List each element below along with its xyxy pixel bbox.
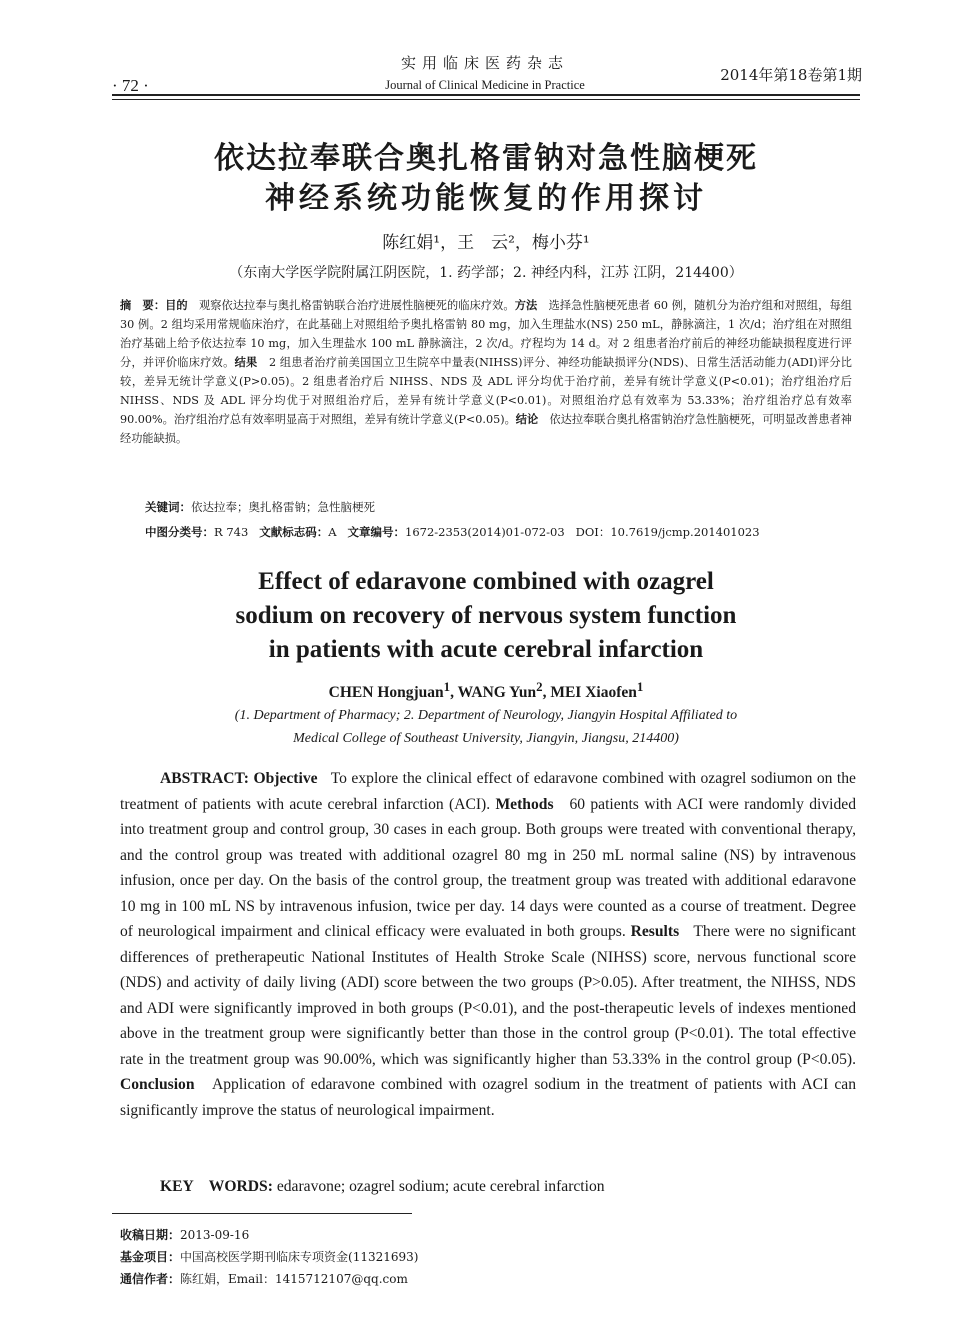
results-en: There were no significant differences of pretherapeutic National Institutes of Health Stroke Scale (NIHSS) score, nervous functional score (NDS) and activity of daily living (ADI) score between the two groups (P>0.05). After treatment, the NIHSS, NDS and ADI were significantly improved in both groups (P<0.01), and the post-therapeutic levels of indexes mentioned above in the treatment group were significantly better than those in the control group (P<0.01). The total effective rate in the treatment group was 90.00%, which was significantly higher than 53.33% in the control group (P<0.05). [120, 923, 856, 1068]
affiliation-en-line1: (1. Department of Pharmacy; 2. Department of Neurology, Jiangyin Hospital Affiliated to [234, 708, 738, 723]
author-1: CHEN Hongjuan [328, 684, 444, 702]
affiliation-cn: （东南大学医学院附属江阴医院，1. 药学部；2. 神经内科，江苏 江阴，214400） [229, 265, 743, 281]
doi-value: 10.7619/jcmp.201401023 [610, 525, 760, 539]
classification-cn [145, 524, 760, 540]
author-1-affil: 1 [443, 679, 451, 694]
methods-cn-label: 方法 [514, 299, 538, 312]
abstract-cn-label: 摘 要： [120, 299, 166, 312]
keywords-cn-label: 关键词： [145, 500, 191, 514]
keywords-en [160, 1174, 605, 1196]
footnote-correspondence [120, 1270, 408, 1287]
received-label: 收稿日期： [120, 1228, 181, 1242]
authors-cn: 陈红娟¹，王 云²，梅小芬¹ [382, 233, 590, 253]
results-en-label: Results [630, 923, 680, 940]
keywords-en-text: edaravone; ozagrel sodium; acute cerebral infarction [276, 1178, 605, 1195]
corr-label: 通信作者： [120, 1272, 181, 1286]
header-rule-thin [112, 99, 860, 100]
abstract-en-label: ABSTRACT: [160, 770, 249, 787]
title-en-line2: sodium on recovery of nervous system function [235, 602, 737, 629]
author-2: WANG Yun [457, 684, 537, 702]
objective-en-label: Objective [253, 770, 318, 787]
title-cn-line2: 神经系统功能恢复的作用探讨 [265, 181, 707, 216]
fund-text: 中国高校医学期刊临床专项资金(11321693) [180, 1250, 419, 1264]
authors-en: CHEN Hongjuan$^1$, WANG Yun$^2$, MEI Xiaofen$^1$ [328, 679, 644, 702]
conclusion-en-label: Conclusion [120, 1076, 195, 1093]
footnote-rule [112, 1213, 412, 1214]
keywords-cn-text: 依达拉奉；奥扎格雷钠；急性脑梗死 [191, 500, 375, 514]
methods-en: 60 patients with ACI were randomly divided into treatment group and control group, 30 cases in each group. Both groups were treated with conventional therapy, and the control group was treated with additional ozagrel 80 mg in 250 mL normal saline (NS) by intravenous infusion, once per day. On the basis of the control group, the treatment group was treated with additional edaravone 10 mg in 100 mL NS by intravenous infusion, twice per day. 14 days were counted as a course of treatment. Degree of neurological impairment and clinical efficacy were evaluated in both groups. [120, 795, 856, 940]
journal-name-cn: 实用临床医药杂志 [400, 54, 569, 72]
methods-cn: 选择急性脑梗死患者 60 例，随机分为治疗组和对照组，每组 30 例。2 组均采用常规临床治疗，在此基础上对照组给予奥扎格雷钠 80 mg，加入生理盐水(NS) 250 mL，静脉滴注，1 次/d；治疗组在对照组治疗基础上给予依达拉奉 10 mg，加入生理盐水 100 mL 静脉滴注，2 次/d。疗程均为 14 d。对 2 组患者治疗前后的神经功能缺损程度进行评分，并评价临床疗效。 [120, 299, 852, 369]
journal-name-en: Journal of Clinical Medicine in Practice [385, 78, 585, 92]
doi-label: DOI： [575, 525, 611, 539]
header-rule-thick [112, 94, 860, 96]
objective-cn-label: 目的 [165, 299, 188, 312]
conclusion-cn: 依达拉奉联合奥扎格雷钠治疗急性脑梗死，可明显改善患者神经功能缺损。 [120, 413, 852, 445]
corr-text: 陈红娟，Email：1415712107@qq.com [180, 1272, 408, 1286]
conclusion-cn-label: 结论 [515, 413, 539, 426]
doc-code-value: A [328, 525, 337, 539]
title-en-line1: Effect of edaravone combined with ozagrel [258, 568, 714, 595]
author-3: MEI Xiaofen [550, 684, 637, 702]
methods-en-label: Methods [495, 795, 554, 813]
clc-label: 中图分类号： [145, 525, 214, 539]
results-cn: 2 组患者治疗前美国国立卫生院卒中量表(NIHSS)评分、神经功能缺损评分(NDS)、日常生活活动能力(ADI)评分比较，差异无统计学意义(P>0.05)。2 组患者治疗后 NIHSS、NDS 及 ADL 评分均优于治疗前，差异有统计学意义(P<0.01)；治疗组治疗后 NIHSS、NDS 及 ADL 评分均优于对照组治疗后，差异有统计学意义(P<0.01)。对照组治疗总有效率为 53.33%；治疗组治疗总有效率 90.00%。治疗组治疗总有效率明显高于对照组，差异有统计学意义(P<0.05)。 [120, 356, 852, 426]
abstract-cn [120, 296, 852, 448]
affiliation-en-line2: Medical College of Southeast University, Jiangyin, Jiangsu, 214400) [293, 731, 679, 746]
objective-cn: 观察依达拉奉与奥扎格雷钠联合治疗进展性脑梗死的临床疗效。 [198, 299, 515, 312]
article-no-value: 1672-2353(2014)01-072-03 [405, 525, 565, 539]
issue-info: 2014年第18卷第1期 [720, 66, 862, 84]
title-en-line3: in patients with acute cerebral infarction [268, 636, 704, 663]
page-number: · 72 · [112, 76, 149, 95]
author-2-affil: 2 [536, 679, 543, 694]
author-3-affil: 1 [636, 679, 644, 694]
doc-code-label: 文献标志码： [259, 525, 329, 539]
footnote-fund [120, 1248, 418, 1265]
article-no-label: 文章编号： [347, 525, 406, 539]
footnote-received [120, 1226, 249, 1243]
fund-label: 基金项目： [120, 1250, 181, 1264]
abstract-en [120, 766, 856, 1123]
conclusion-en: Application of edaravone combined with ozagrel sodium in the treatment of patients with ACI can significantly improve the status of neurological impairment. [120, 1076, 856, 1119]
received-date: 2013-09-16 [180, 1228, 250, 1242]
keywords-cn [145, 499, 375, 515]
results-cn-label: 结果 [234, 356, 258, 369]
keywords-en-label: KEY WORDS: [160, 1178, 273, 1195]
objective-en: To explore the clinical effect of edaravone combined with ozagrel sodiumon on the treatment of patients with acute cerebral infarction (ACI). [120, 770, 856, 813]
clc-value: R 743 [214, 525, 249, 539]
title-cn-line1: 依达拉奉联合奥扎格雷钠对急性脑梗死 [214, 141, 758, 176]
journal-name [330, 52, 640, 93]
